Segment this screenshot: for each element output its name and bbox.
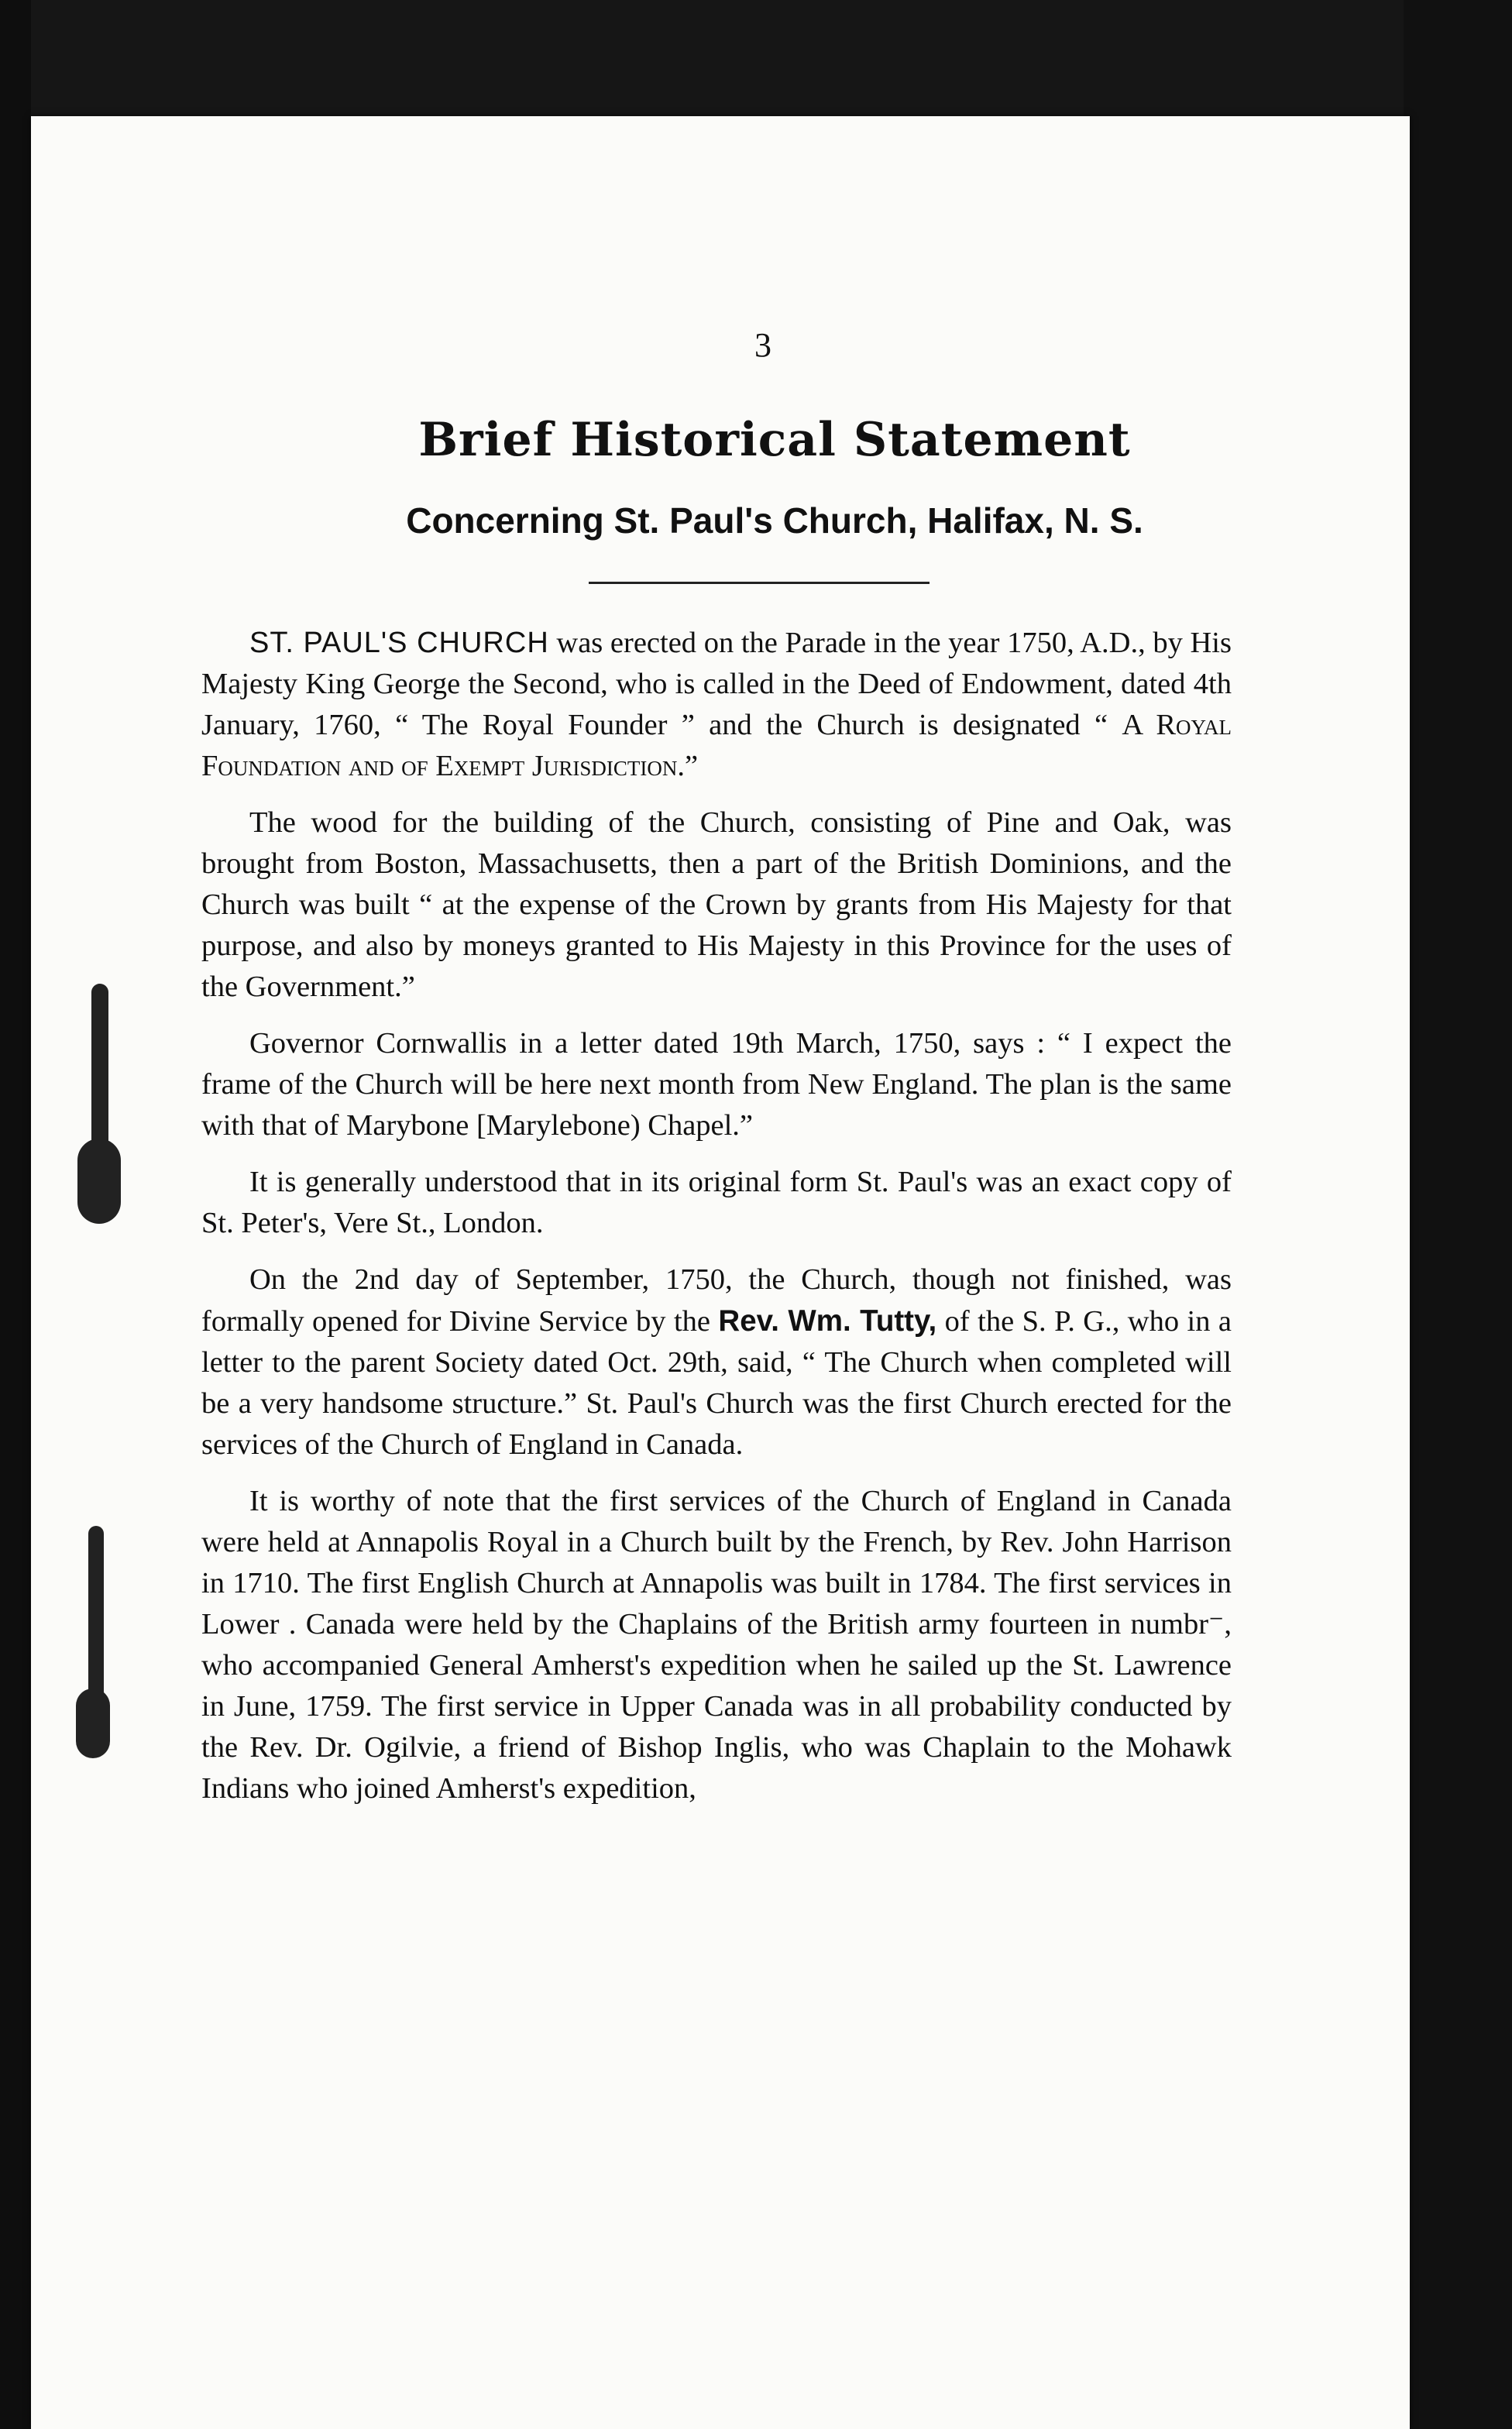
scan-background-top xyxy=(0,0,1512,116)
bold-name: Rev. Wm. Tutty, xyxy=(718,1304,937,1338)
paragraph-text: was erected on the Parade in the year 1750, A.D., by His Majesty King George the Second, who is called in the Deed of Endowment, dated 4th January, 1760, “ The Royal Founder ” and the Church is designated “ xyxy=(201,627,1232,741)
paragraph-2: The wood for the building of the Church, consisting of Pine and Oak, was brought from Boston, Massachusetts, then a part of the British Dominions, and the Church was built “ at the expense of the Crown by grants from His Majesty for that purpose, and also by moneys granted to His Majesty in this Province for the uses of the Government.” xyxy=(201,806,1232,1003)
lead-text: ST. PAUL'S CHURCH xyxy=(249,627,549,659)
page-number: 3 xyxy=(754,326,771,364)
page-title: Brief Historical Statement xyxy=(418,413,1131,467)
page-subtitle: Concerning St. Paul's Church, Halifax, N. S. xyxy=(406,500,1143,541)
document-page xyxy=(31,116,1410,2429)
divider-rule xyxy=(589,582,930,584)
page-content xyxy=(201,325,1232,1825)
paragraph-text: On the 2nd day of September, 1750, the Church, though not finished, was formally opened for Divine Service by the xyxy=(201,1263,1232,1338)
smallcaps-text: A Royal Foundation and of Exempt Jurisdiction. xyxy=(201,709,1232,782)
paragraph-4: It is generally understood that in its original form St. Paul's was an exact copy of St. Peter's, Vere St., London. xyxy=(201,1166,1232,1239)
binding-mark xyxy=(76,1689,110,1758)
paragraph-tail: of the S. P. G., who in a letter to the parent Society dated Oct. 29th, said, “ The Church when completed will be a very handsome structure.” St. Paul's Church was the first Church erected for the services of the Church of England in Canada. xyxy=(201,1305,1232,1461)
paragraph-5 xyxy=(201,1259,1232,1465)
paragraph-3: Governor Cornwallis in a letter dated 19th March, 1750, says : “ I expect the frame of the Church will be here next month from New England. The plan is the same with that of Marybone [Marylebone) Chapel.” xyxy=(201,1027,1232,1142)
binding-mark xyxy=(77,1139,121,1224)
scan-background-right xyxy=(1404,0,1512,2429)
paragraph-6: It is worthy of note that the first services of the Church of England in Canada were held at Annapolis Royal in a Church built by the French, by Rev. John Harrison in 1710. The first English Church at Annapolis was built in 1784. The first services in Lower . Canada were held by the Chaplains of the British army fourteen in numbr⁻, who accompanied General Amherst's expedition when he sailed up the St. Lawrence in June, 1759. The first service in Upper Canada was in all probability conducted by the Rev. Dr. Ogilvie, a friend of Bishop Inglis, who was Chaplain to the Mohawk Indians who joined Amherst's expedition, xyxy=(201,1485,1232,1805)
scan-background-left xyxy=(0,0,31,2429)
paragraph-1 xyxy=(201,623,1232,787)
paragraph-tail: ” xyxy=(685,750,699,782)
